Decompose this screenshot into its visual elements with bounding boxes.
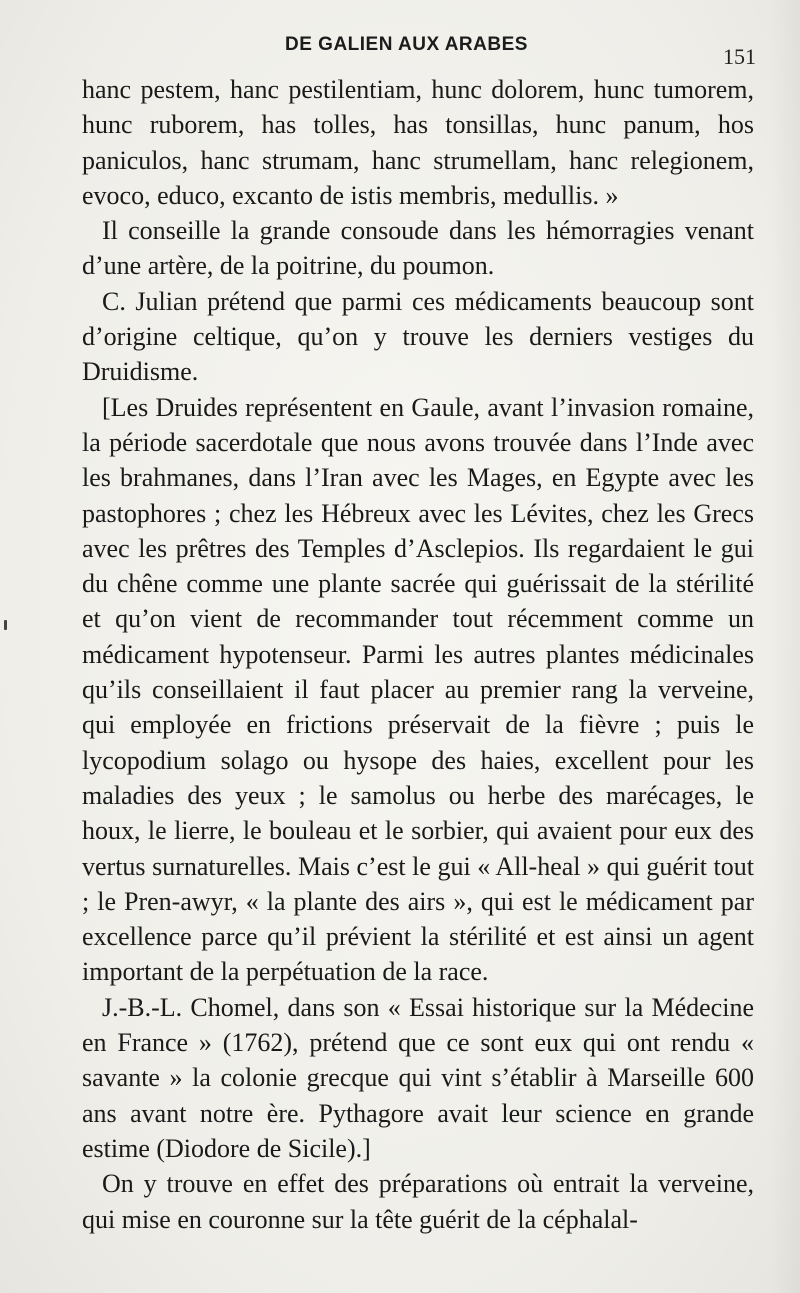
body-text	[82, 72, 754, 1237]
paragraph: Il conseille la grande consoude dans les hémorragies venant d’une artère, de la poitrine, du poumon.	[82, 216, 754, 281]
paragraph: J.-B.-L. Chomel, dans son « Essai historique sur la Médecine en France » (1762), prétend que ce sont eux qui ont rendu « savante » la colonie grecque qui vint s’établir à Marseille 600 ans avant notre ère. Pythagore avait leur science en grande estime (Diodore de Sicile).]	[82, 992, 754, 1163]
paragraph: hanc pestem, hanc pestilentiam, hunc dolorem, hunc tumorem, hunc ruborem, has tolles, has tonsillas, hunc panum, hos paniculos, hanc strumam, hanc strumellam, hanc relegionem, evoco, educo, excanto de istis membris, medullis. »	[82, 75, 754, 210]
paragraph: On y trouve en effet des préparations où entrait la verveine, qui mise en couronne sur la tête guérit de la céphalal-	[82, 1169, 754, 1234]
running-head: DE GALIEN AUX ARABES	[285, 34, 528, 55]
page-number: 151	[723, 44, 756, 69]
margin-mark	[4, 620, 7, 630]
paragraph: [Les Druides représentent en Gaule, avant l’invasion romaine, la période sacerdotale que nous avons trouvée dans l’Inde avec les brahmanes, dans l’Iran avec les Mages, en Egypte avec les pastophores ; chez les Hébreux avec les Lévites, chez les Grecs avec les prêtres des Temples d’Asclepios. Ils regardaient le gui du chêne comme une plante sacrée qui guérissait de la stérilité et qu’on vient de recommander tout récemment comme un médicament hypotenseur. Parmi les autres plantes médicinales qu’ils conseillaient il faut placer au premier rang la verveine, qui employée en frictions préservait de la fièvre ; puis le lycopodium solago ou hysope des haies, excellent pour les maladies des yeux ; le samolus ou herbe des marécages, le houx, le lierre, le bouleau et le sorbier, qui avaient pour eux des vertus surnaturelles. Mais c’est le gui « All-heal » qui guérit tout ; le Pren-awyr, « la plante des airs », qui est le médicament par excellence parce qu’il prévient la stérilité et est ainsi un agent important de la perpétuation de la race.	[82, 392, 754, 987]
page-edge-shadow	[770, 0, 800, 1293]
paragraph: C. Julian prétend que parmi ces médicaments beaucoup sont d’origine celtique, qu’on y trouve les derniers vestiges du Druidisme.	[82, 286, 754, 387]
